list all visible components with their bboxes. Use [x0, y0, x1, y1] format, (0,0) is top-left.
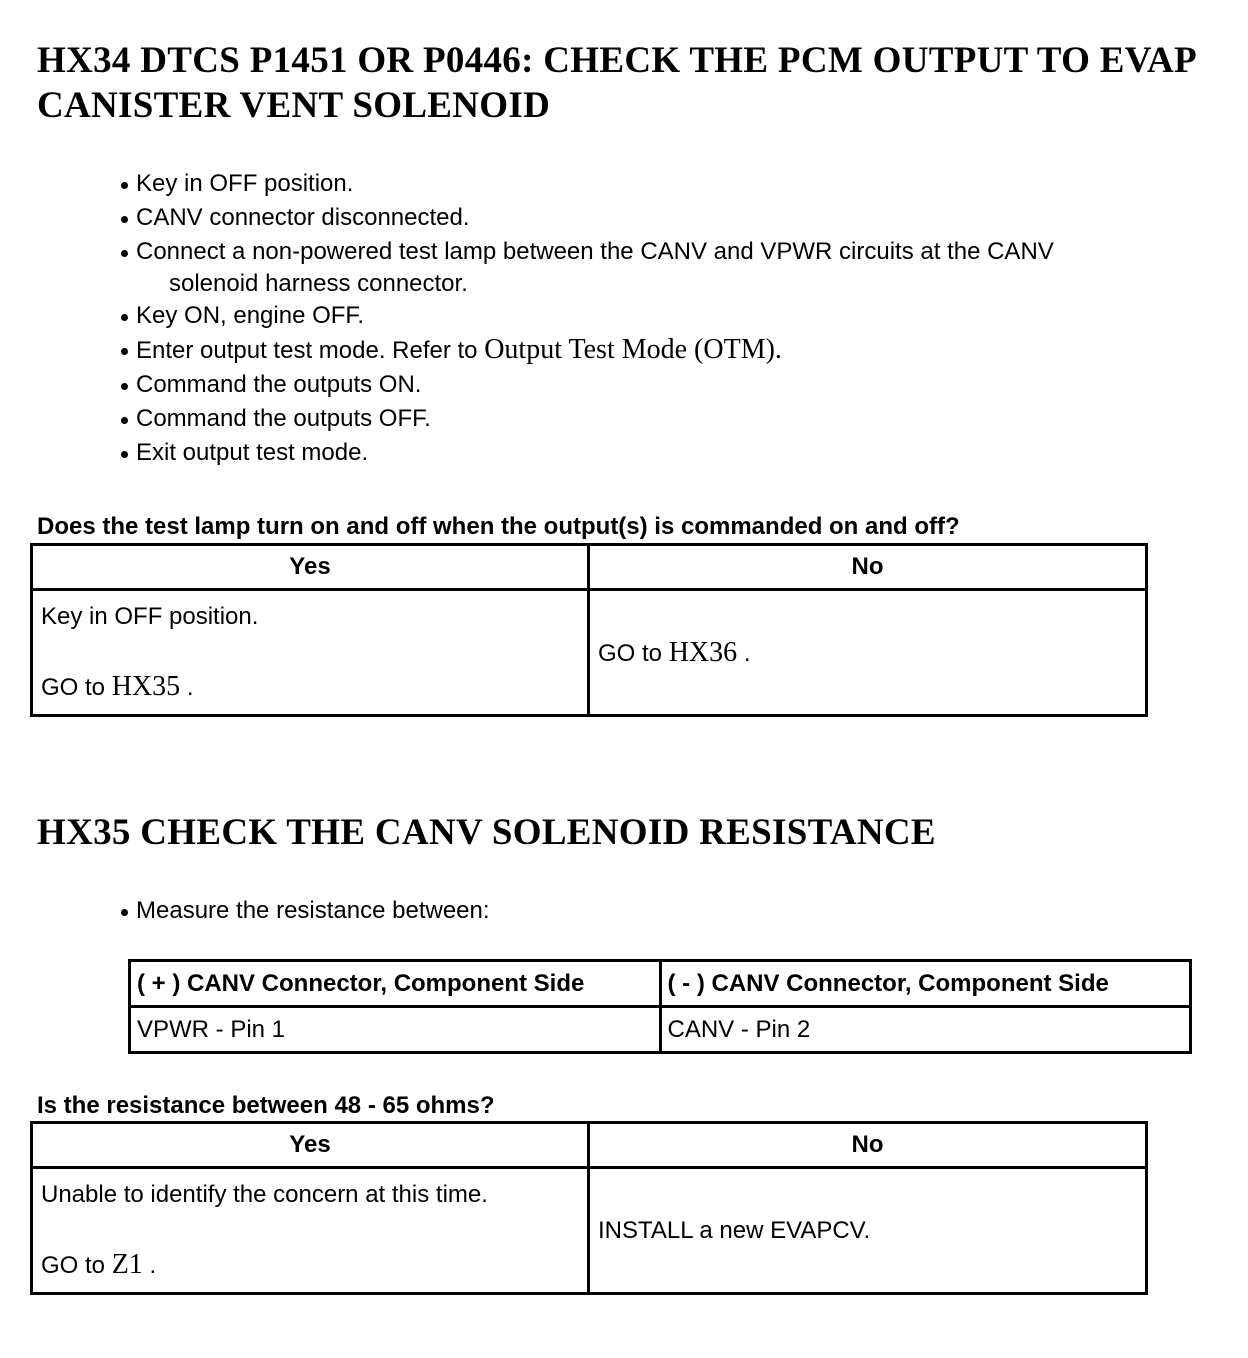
- no-header: No: [589, 1123, 1147, 1168]
- list-item: CANV connector disconnected.: [118, 201, 1228, 235]
- no-cell: INSTALL a new EVAPCV.: [589, 1168, 1147, 1294]
- yes-cell: Unable to identify the concern at this time. GO to Z1 .: [32, 1168, 589, 1294]
- z1-link[interactable]: Z1: [111, 1248, 143, 1280]
- hx35-result-table: [30, 1121, 1148, 1295]
- list-item: Command the outputs ON.: [118, 368, 1228, 402]
- list-item: Key ON, engine OFF.: [118, 299, 1228, 333]
- yes-header: Yes: [32, 545, 589, 590]
- no-cell: GO to HX36 .: [589, 590, 1147, 716]
- pin-header-negative: ( - ) CANV Connector, Component Side: [660, 961, 1191, 1007]
- otm-link[interactable]: Output Test Mode (OTM).: [484, 334, 782, 365]
- hx35-steps: [118, 894, 490, 928]
- yes-cell: Key in OFF position. GO to HX35 .: [32, 590, 589, 716]
- hx34-question: Does the test lamp turn on and off when the output(s) is commanded on and off?: [37, 513, 960, 540]
- pin-value-negative: CANV - Pin 2: [660, 1007, 1191, 1053]
- hx35-title: HX35 CHECK THE CANV SOLENOID RESISTANCE: [37, 812, 936, 853]
- list-item: Measure the resistance between:: [118, 894, 490, 928]
- hx35-question: Is the resistance between 48 - 65 ohms?: [37, 1092, 495, 1119]
- hx36-link[interactable]: HX36: [668, 636, 738, 668]
- list-item: Command the outputs OFF.: [118, 402, 1228, 436]
- pin-value-positive: VPWR - Pin 1: [130, 1007, 661, 1053]
- list-item: Connect a non-powered test lamp between the CANV and VPWR circuits at the CANV solenoid harness connector.: [118, 235, 1228, 299]
- pin-table: [128, 959, 1192, 1054]
- hx34-steps: [118, 167, 1228, 470]
- no-header: No: [589, 545, 1147, 590]
- yes-header: Yes: [32, 1123, 589, 1168]
- hx35-link[interactable]: HX35: [111, 670, 181, 702]
- pin-header-positive: ( + ) CANV Connector, Component Side: [130, 961, 661, 1007]
- list-item: Enter output test mode. Refer to Output Test Mode (OTM).: [118, 333, 1228, 368]
- hx34-title: HX34 DTCS P1451 OR P0446: CHECK THE PCM OUTPUT TO EVAP CANISTER VENT SOLENOID: [37, 40, 1195, 126]
- list-item: Key in OFF position.: [118, 167, 1228, 201]
- list-item: Exit output test mode.: [118, 436, 1228, 470]
- hx34-result-table: [30, 543, 1148, 717]
